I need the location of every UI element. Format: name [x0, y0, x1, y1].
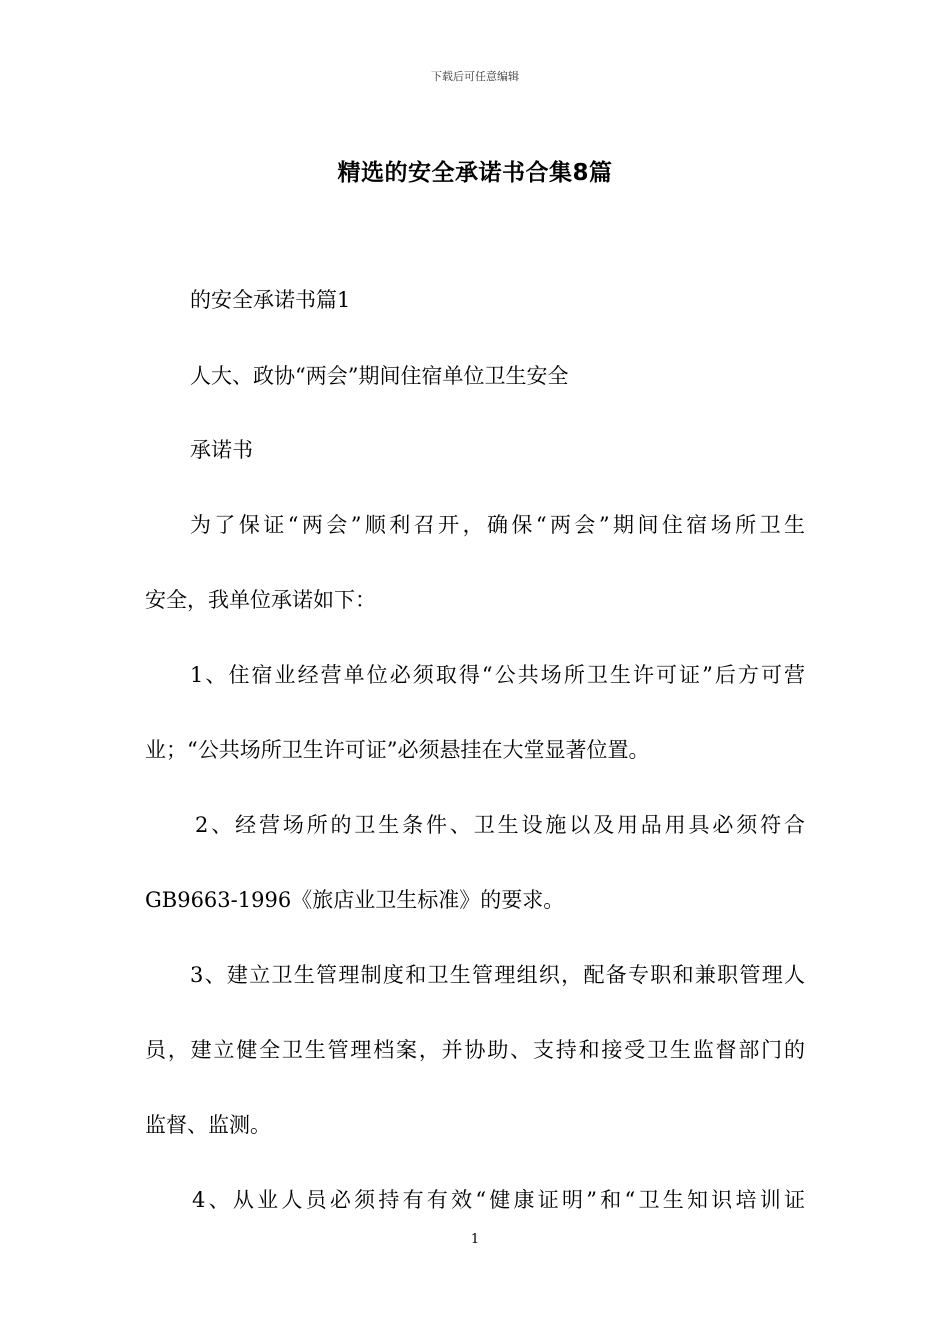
intro-paragraph-line-2: 安全，我单位承诺如下： — [145, 588, 376, 612]
header-note: 下载后可任意编辑 — [431, 70, 519, 83]
page-number: 1 — [470, 1232, 480, 1247]
subtitle-line-2: 承诺书 — [190, 438, 253, 462]
item-1-line-1: 1、住宿业经营单位必须取得“公共场所卫生许可证”后方可营 — [190, 663, 805, 687]
item-2-line-1: 2、经营场所的卫生条件、卫生设施以及用品用具必须符合 — [195, 813, 805, 837]
document-title: 精选的安全承诺书合集8篇 — [337, 160, 613, 186]
item-2-line-2: GB9663-1996《旅店业卫生标准》的要求。 — [145, 888, 565, 912]
item-3-line-1: 3、建立卫生管理制度和卫生管理组织，配备专职和兼职管理人 — [190, 963, 805, 987]
intro-paragraph-line-1: 为了保证“两会”顺利召开，确保“两会”期间住宿场所卫生 — [190, 513, 805, 537]
item-1-line-2: 业；“公共场所卫生许可证”必须悬挂在大堂显著位置。 — [145, 738, 650, 762]
item-4-line-1: 4、从业人员必须持有有效“健康证明”和“卫生知识培训证 — [192, 1188, 805, 1212]
section-heading: 的安全承诺书篇1 — [190, 288, 351, 312]
item-3-line-3: 监督、监测。 — [145, 1113, 271, 1137]
item-3-line-2: 员，建立健全卫生管理档案，并协助、支持和接受卫生监督部门的 — [145, 1038, 805, 1062]
subtitle-line-1: 人大、政协“两会”期间住宿单位卫生安全 — [190, 364, 569, 388]
